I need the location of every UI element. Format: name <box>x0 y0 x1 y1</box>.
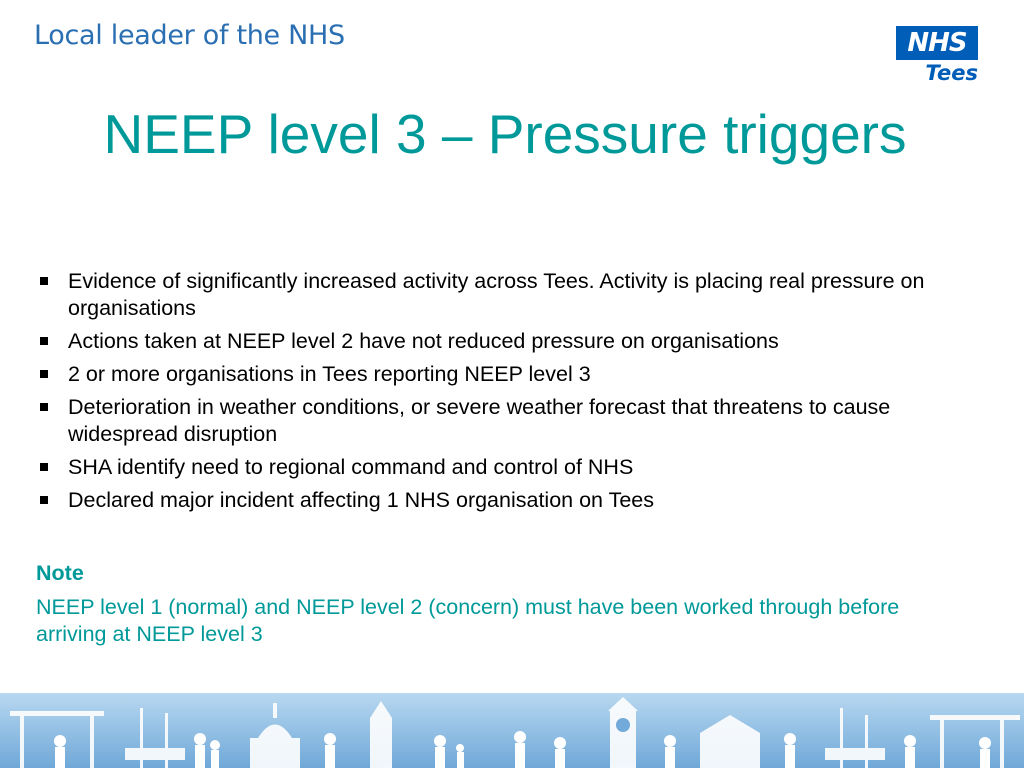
square-bullet-icon <box>40 370 48 378</box>
square-bullet-icon <box>40 277 48 285</box>
nhs-logo-mark: NHS <box>896 26 978 60</box>
bullet-item <box>36 268 986 322</box>
bullet-item <box>36 487 986 514</box>
bullet-item <box>36 454 986 481</box>
square-bullet-icon <box>40 337 48 345</box>
square-bullet-icon <box>40 403 48 411</box>
tees-landmarks-banner-graphic <box>0 693 1024 768</box>
note-text: NEEP level 1 (normal) and NEEP level 2 (concern) must have been worked through before arriving at NEEP level 3 <box>36 595 900 646</box>
bullet-text: Deterioration in weather conditions, or severe weather forecast that threatens to cause widespread disruption <box>68 395 891 446</box>
note-heading: Note <box>36 561 84 585</box>
nhs-tees-logo <box>896 26 982 85</box>
square-bullet-icon <box>40 463 48 471</box>
bullet-list <box>36 268 986 520</box>
tagline: Local leader of the NHS <box>34 20 345 51</box>
bullet-item <box>36 361 986 388</box>
footer-banner <box>0 693 1024 768</box>
bullet-item <box>36 394 986 448</box>
bullet-item <box>36 328 986 355</box>
bullet-text: Declared major incident affecting 1 NHS organisation on Tees <box>68 488 655 512</box>
bullet-text: Actions taken at NEEP level 2 have not reduced pressure on organisations <box>68 329 779 353</box>
bullet-text: SHA identify need to regional command and control of NHS <box>68 455 634 479</box>
slide-title: NEEP level 3 – Pressure triggers <box>103 103 907 165</box>
square-bullet-icon <box>40 496 48 504</box>
bullet-text: 2 or more organisations in Tees reporting NEEP level 3 <box>68 362 591 386</box>
nhs-logo-region: Tees <box>925 61 978 85</box>
bullet-text: Evidence of significantly increased activity across Tees. Activity is placing real pressure on organisations <box>68 269 925 320</box>
